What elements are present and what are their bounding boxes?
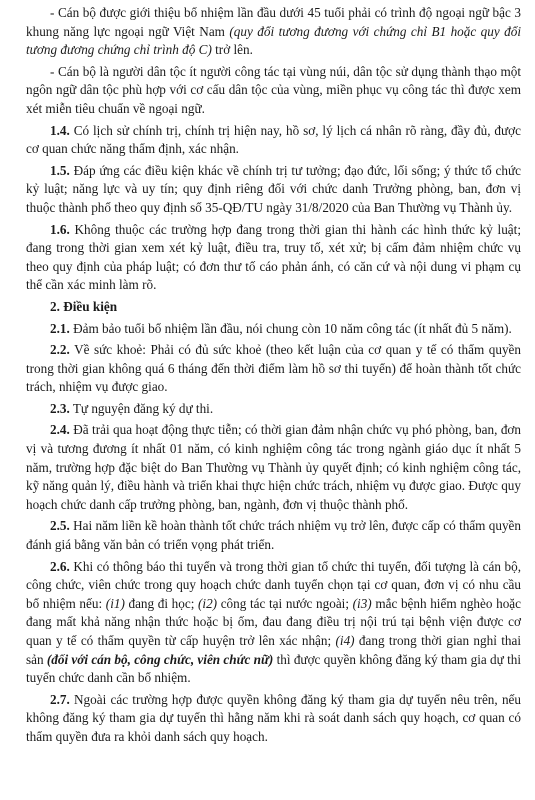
text-run: đang trong thời gian nghỉ thai sản <box>26 633 521 667</box>
text-run: - Cán bộ là người dân tộc ít người công tác tại vùng núi, dân tộc sử dụng thành thạo một ngôn ngữ dân tộc phù hợp với cơ cấu dân tộc của vùng, miền phục vụ công tác thì được xem xét miễn tiêu chuẩn về ngoại ngữ. <box>26 63 521 116</box>
text-run: Về sức khoẻ: Phải có đủ sức khoẻ (theo kết luận của cơ quan y tế có thẩm quyền trong thời gian không quá 6 tháng đến thời điểm làm hồ sơ thi tuyển) để hoàn thành tốt chức trách, nhiệm vụ được giao. <box>26 342 521 395</box>
text-run: Đã trải qua hoạt động thực tiễn; có thời gian đảm nhận chức vụ phó phòng, ban, đơn vị và tương đương ít nhất 01 năm, có kinh nghiệm công tác trong ngành giáo dục ít nhất 5 năm, trường hợp đặc biệt do Ban Thường vụ Thành ủy quyết định; có kinh nghiệm công tác, kỹ năng quản lý, điều hành và triển khai thực hiện chức trách, nhiệm vụ được giao. Được quy hoạch chức danh cấp trưởng phòng, ban, ngành, đơn vị thuộc thành phố. <box>26 422 521 512</box>
text-run: Có lịch sử chính trị, chính trị hiện nay, hồ sơ, lý lịch cá nhân rõ ràng, đầy đủ, được cơ quan chức năng thẩm định, xác nhận. <box>26 122 521 157</box>
item-number: 2.7. <box>50 691 70 707</box>
paragraph-2-6 <box>26 558 521 688</box>
paragraph-1-6 <box>26 221 521 295</box>
text-run: trở lên. <box>211 42 253 58</box>
paragraph-1-5 <box>26 162 521 218</box>
text-run-italic: (i1) <box>105 595 125 611</box>
text-run: Tự nguyện đăng ký dự thi. <box>69 400 214 416</box>
paragraph-2-5 <box>26 517 521 554</box>
text-run: - Cán bộ được giới thiệu bổ nhiệm lần đầu dưới 45 tuổi phải có trình độ ngoại ngữ bậc 3 khung năng lực ngoại ngữ Việt Nam <box>26 5 521 39</box>
text-run: công tác tại nước ngoài; <box>217 595 353 611</box>
paragraph-2-4 <box>26 421 521 514</box>
text-run: Ngoài các trường hợp được quyền không đăng ký tham gia dự tuyển nêu trên, nếu không đăng ký tham gia dự tuyển thì hằng năm khi rà soát danh sách quy hoạch, cơ quan có thẩm quyền đưa ra khỏi danh sách quy hoạch. <box>26 691 521 744</box>
paragraph-1-4 <box>26 122 521 159</box>
text-run: đang đi học; <box>124 595 199 611</box>
paragraph-2-1 <box>26 320 521 339</box>
item-number: 2.4. <box>50 422 70 438</box>
item-number: 2.6. <box>50 558 70 574</box>
item-number: 2.1. <box>50 320 70 336</box>
heading-text: 2. Điều kiện <box>50 298 118 314</box>
text-run-italic: (i3) <box>352 595 372 611</box>
text-run: Hai năm liền kề hoàn thành tốt chức trách nhiệm vụ trở lên, được cấp có thẩm quyền đánh giá bằng văn bản có triển vọng phát triển. <box>26 518 521 553</box>
paragraph-2-2 <box>26 341 521 397</box>
section-heading-conditions <box>26 298 521 317</box>
paragraph-ethnic-minority-exemption <box>26 63 521 119</box>
item-number: 2.2. <box>50 342 70 358</box>
item-number: 2.3. <box>50 400 70 416</box>
item-number: 2.5. <box>50 518 70 534</box>
text-run: mắc bệnh hiểm nghèo hoặc đang mất khả năng nhận thức hoặc bị ốm, đau đang điều trị nội trú tại bệnh viện được cơ quan y tế có thẩm quyền từ cấp huyện trở lên xác nhận; <box>26 595 521 648</box>
text-run: Đảm bảo tuổi bổ nhiệm lần đầu, nói chung còn 10 năm công tác (ít nhất đủ 5 năm). <box>69 320 512 336</box>
text-run: Đáp ứng các điều kiện khác về chính trị tư tưởng; đạo đức, lối sống; ý thức tổ chức kỷ luật; năng lực và uy tín; quy định riêng đối với chức danh Trưởng phòng, ban, đơn vị thuộc thành phố theo quy định số 35-QĐ/TU ngày 31/8/2020 của Ban Thường vụ Thành ủy. <box>26 162 521 215</box>
text-run-italic: (i4) <box>335 633 355 648</box>
item-number: 1.4. <box>50 122 70 138</box>
text-run: Khi có thông báo thi tuyển và trong thời gian tổ chức thi tuyển, đối tượng là cán bộ, công chức, viên chức trong quy hoạch chức danh tuyển chọn tại cơ quan, đơn vị có nhu cầu bổ nhiệm nếu: <box>26 558 521 611</box>
paragraph-foreign-language-requirement <box>26 4 521 60</box>
item-number: 1.5. <box>50 162 70 178</box>
paragraph-2-7 <box>26 691 521 747</box>
text-run: thì được quyền không đăng ký tham gia dự thi tuyển chức danh cần bổ nhiệm. <box>26 651 521 686</box>
text-run-italic: (quy đổi tương đương với chứng chỉ B1 hoặc quy đổi tương đương chứng chỉ trình độ C) <box>26 23 522 58</box>
paragraph-2-3 <box>26 400 521 419</box>
text-run: Không thuộc các trường hợp đang trong thời gian thi hành các hình thức kỷ luật; đang trong thời gian xem xét kỷ luật, điều tra, truy tố, xét xử; bị cấm đảm nhiệm chức vụ theo quy định của pháp luật; có đơn thư tố cáo phản ánh, có căn cứ và nội dung vi phạm cụ thể cần xác minh làm rõ. <box>26 221 521 293</box>
text-run-bold-italic: (đối với cán bộ, công chức, viên chức nữ) <box>46 651 274 667</box>
item-number: 1.6. <box>50 221 70 237</box>
text-run-italic: (i2) <box>198 595 218 611</box>
